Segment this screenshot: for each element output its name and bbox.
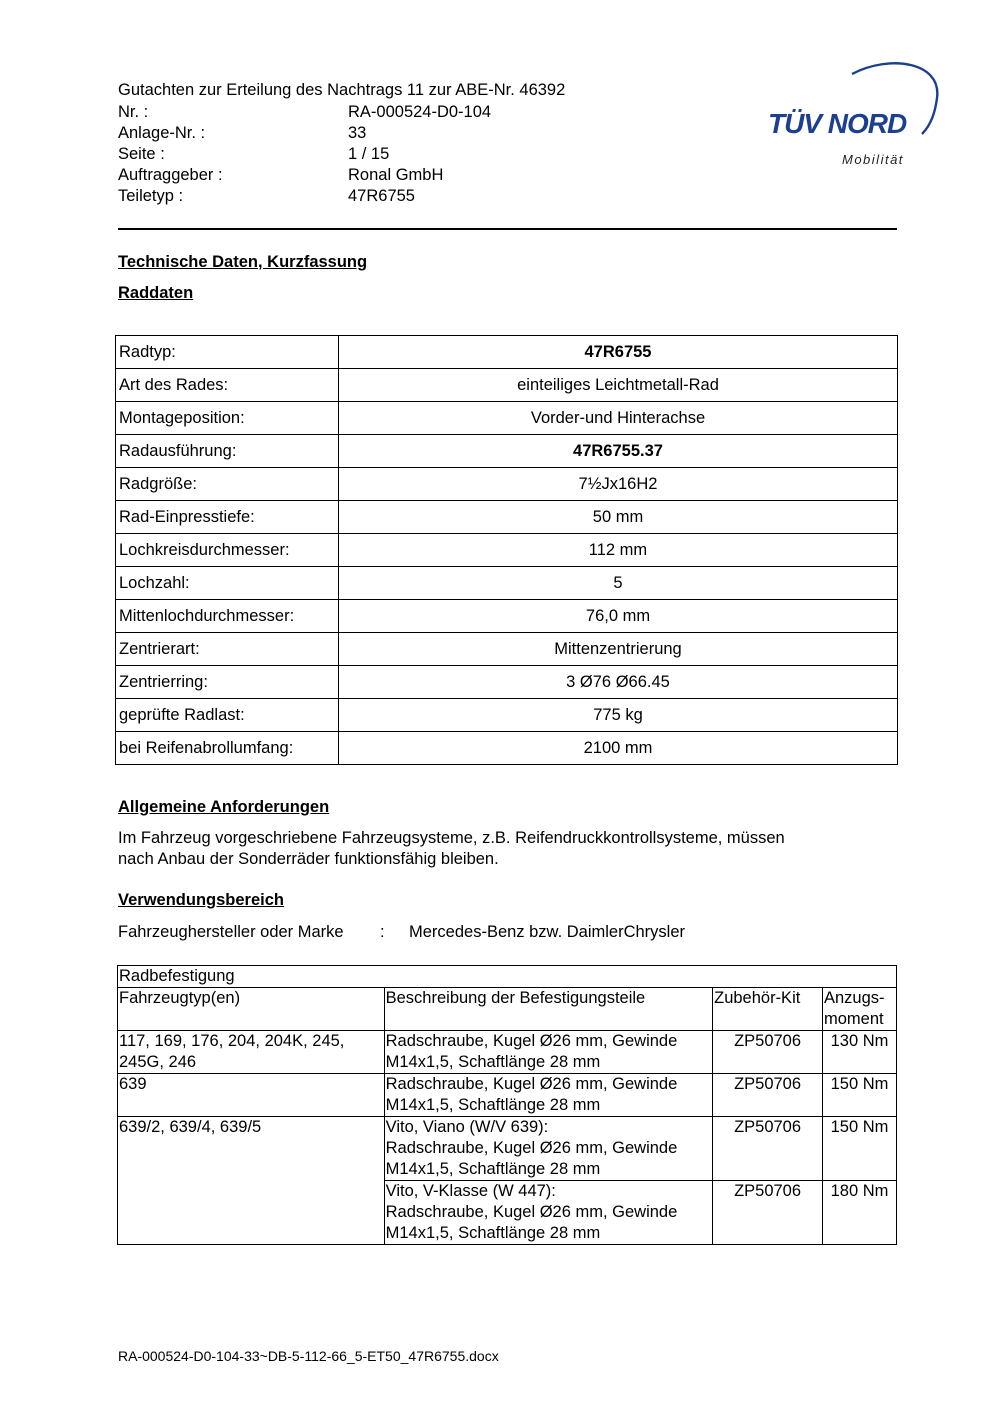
field-label: Anlage-Nr. : xyxy=(118,124,206,142)
section-heading-allgemeine: Allgemeine Anforderungen xyxy=(118,798,330,816)
section-heading-verwendung: Verwendungsbereich xyxy=(118,891,284,909)
cell-kit: ZP50706 xyxy=(713,1117,823,1181)
field-value: 33 xyxy=(348,124,367,142)
logo-subtitle: Mobilität xyxy=(842,152,904,167)
cell-typ: 639/2, 639/4, 639/5 xyxy=(118,1117,385,1245)
cell-kit: ZP50706 xyxy=(713,1031,823,1074)
table-row xyxy=(116,501,898,534)
field-label: Nr. : xyxy=(118,103,149,121)
header-zubehoer-kit: Zubehör-Kit xyxy=(713,988,823,1031)
cell-beschreibung xyxy=(384,1031,712,1074)
row-label: Radtyp: xyxy=(116,336,339,369)
header-line: moment xyxy=(824,1010,884,1028)
row-value: 76,0 mm xyxy=(339,600,898,633)
cell-beschreibung xyxy=(384,1117,712,1181)
cell-line: M14x1,5, Schaftlänge 28 mm xyxy=(385,1096,601,1114)
row-value: 3 Ø76 Ø66.45 xyxy=(339,666,898,699)
table-row xyxy=(116,666,898,699)
field-label: Teiletyp : xyxy=(118,187,184,205)
cell-line: M14x1,5, Schaftlänge 28 mm xyxy=(385,1053,601,1071)
row-label: Zentrierring: xyxy=(116,666,339,699)
allgemeine-text xyxy=(118,828,898,870)
marke-separator: : xyxy=(380,923,385,941)
cell-moment: 180 Nm xyxy=(823,1181,897,1245)
cell-kit: ZP50706 xyxy=(713,1074,823,1117)
tuev-nord-logo xyxy=(760,56,950,176)
cell-typ: 639 xyxy=(118,1074,385,1117)
table-row xyxy=(116,633,898,666)
cell-line: 245G, 246 xyxy=(119,1053,197,1071)
row-label: Lochzahl: xyxy=(116,567,339,600)
table-row xyxy=(116,732,898,765)
row-label: Radausführung: xyxy=(116,435,339,468)
row-label: Art des Rades: xyxy=(116,369,339,402)
table-row xyxy=(118,1117,897,1181)
row-value: 47R6755.37 xyxy=(339,435,898,468)
table-row xyxy=(116,600,898,633)
cell-line: 117, 169, 176, 204, 204K, 245, xyxy=(119,1032,345,1050)
row-value: 112 mm xyxy=(339,534,898,567)
table-row xyxy=(116,402,898,435)
table-row xyxy=(118,1074,897,1117)
text-line: nach Anbau der Sonderräder funktionsfähig bleiben. xyxy=(118,850,499,868)
text-line: Im Fahrzeug vorgeschriebene Fahrzeugsysteme, z.B. Reifendruckkontrollsysteme, müssen xyxy=(118,829,785,847)
section-heading-technische-daten: Technische Daten, Kurzfassung xyxy=(118,253,368,271)
cell-beschreibung xyxy=(384,1181,712,1245)
table-row xyxy=(116,369,898,402)
row-value: 2100 mm xyxy=(339,732,898,765)
cell-line: Vito, V-Klasse (W 447): xyxy=(385,1182,556,1200)
row-value: 5 xyxy=(339,567,898,600)
row-label: Montageposition: xyxy=(116,402,339,435)
row-label: Radgröße: xyxy=(116,468,339,501)
cell-kit: ZP50706 xyxy=(713,1181,823,1245)
table-row xyxy=(116,534,898,567)
row-value: 47R6755 xyxy=(339,336,898,369)
cell-typ xyxy=(118,1031,385,1074)
raddaten-table xyxy=(115,335,898,765)
marke-label: Fahrzeughersteller oder Marke xyxy=(118,923,344,941)
cell-moment: 150 Nm xyxy=(823,1074,897,1117)
document-title: Gutachten zur Erteilung des Nachtrags 11 zur ABE-Nr. 46392 xyxy=(118,81,566,99)
row-value: 775 kg xyxy=(339,699,898,732)
header-fahrzeugtyp: Fahrzeugtyp(en) xyxy=(118,988,385,1031)
logo-wordmark: TÜV NORD xyxy=(768,108,907,139)
cell-line: M14x1,5, Schaftlänge 28 mm xyxy=(385,1224,601,1242)
cell-line: Radschraube, Kugel Ø26 mm, Gewinde xyxy=(385,1075,678,1093)
cell-moment: 130 Nm xyxy=(823,1031,897,1074)
table-row xyxy=(116,699,898,732)
table-title: Radbefestigung xyxy=(118,966,897,988)
fahrzeughersteller-line xyxy=(118,923,685,942)
cell-line: Radschraube, Kugel Ø26 mm, Gewinde xyxy=(385,1139,678,1157)
row-label: Zentrierart: xyxy=(116,633,339,666)
row-value: 50 mm xyxy=(339,501,898,534)
header-beschreibung: Beschreibung der Befestigungsteile xyxy=(384,988,712,1031)
row-label: Rad-Einpresstiefe: xyxy=(116,501,339,534)
field-value: 47R6755 xyxy=(348,187,415,205)
header-anzugsmoment xyxy=(823,988,897,1031)
row-label: Lochkreisdurchmesser: xyxy=(116,534,339,567)
header-divider xyxy=(118,228,897,230)
marke-value: Mercedes-Benz bzw. DaimlerChrysler xyxy=(409,923,685,941)
row-value: 7½Jx16H2 xyxy=(339,468,898,501)
row-value: Vorder-und Hinterachse xyxy=(339,402,898,435)
field-label: Seite : xyxy=(118,145,165,163)
footer-filename: RA-000524-D0-104-33~DB-5-112-66_5-ET50_47R6755.docx xyxy=(118,1348,499,1364)
cell-beschreibung xyxy=(384,1074,712,1117)
cell-line: Vito, Viano (W/V 639): xyxy=(385,1118,549,1136)
row-label: bei Reifenabrollumfang: xyxy=(116,732,339,765)
table-row xyxy=(118,1031,897,1074)
section-heading-raddaten: Raddaten xyxy=(118,284,194,302)
radbefestigung-table xyxy=(117,965,897,1245)
table-row xyxy=(116,435,898,468)
table-row xyxy=(116,567,898,600)
row-value: Mittenzentrierung xyxy=(339,633,898,666)
cell-line: M14x1,5, Schaftlänge 28 mm xyxy=(385,1160,601,1178)
table-row xyxy=(116,468,898,501)
field-label: Auftraggeber : xyxy=(118,166,223,184)
header-fields xyxy=(118,102,491,207)
row-value: einteiliges Leichtmetall-Rad xyxy=(339,369,898,402)
row-label: Mittenlochdurchmesser: xyxy=(116,600,339,633)
header-line: Anzugs- xyxy=(824,989,885,1007)
field-value: Ronal GmbH xyxy=(348,166,444,184)
field-value: RA-000524-D0-104 xyxy=(348,103,492,121)
cell-moment: 150 Nm xyxy=(823,1117,897,1181)
table-row xyxy=(116,336,898,369)
cell-line: Radschraube, Kugel Ø26 mm, Gewinde xyxy=(385,1203,678,1221)
row-label: geprüfte Radlast: xyxy=(116,699,339,732)
cell-line: Radschraube, Kugel Ø26 mm, Gewinde xyxy=(385,1032,678,1050)
field-value: 1 / 15 xyxy=(348,145,390,163)
